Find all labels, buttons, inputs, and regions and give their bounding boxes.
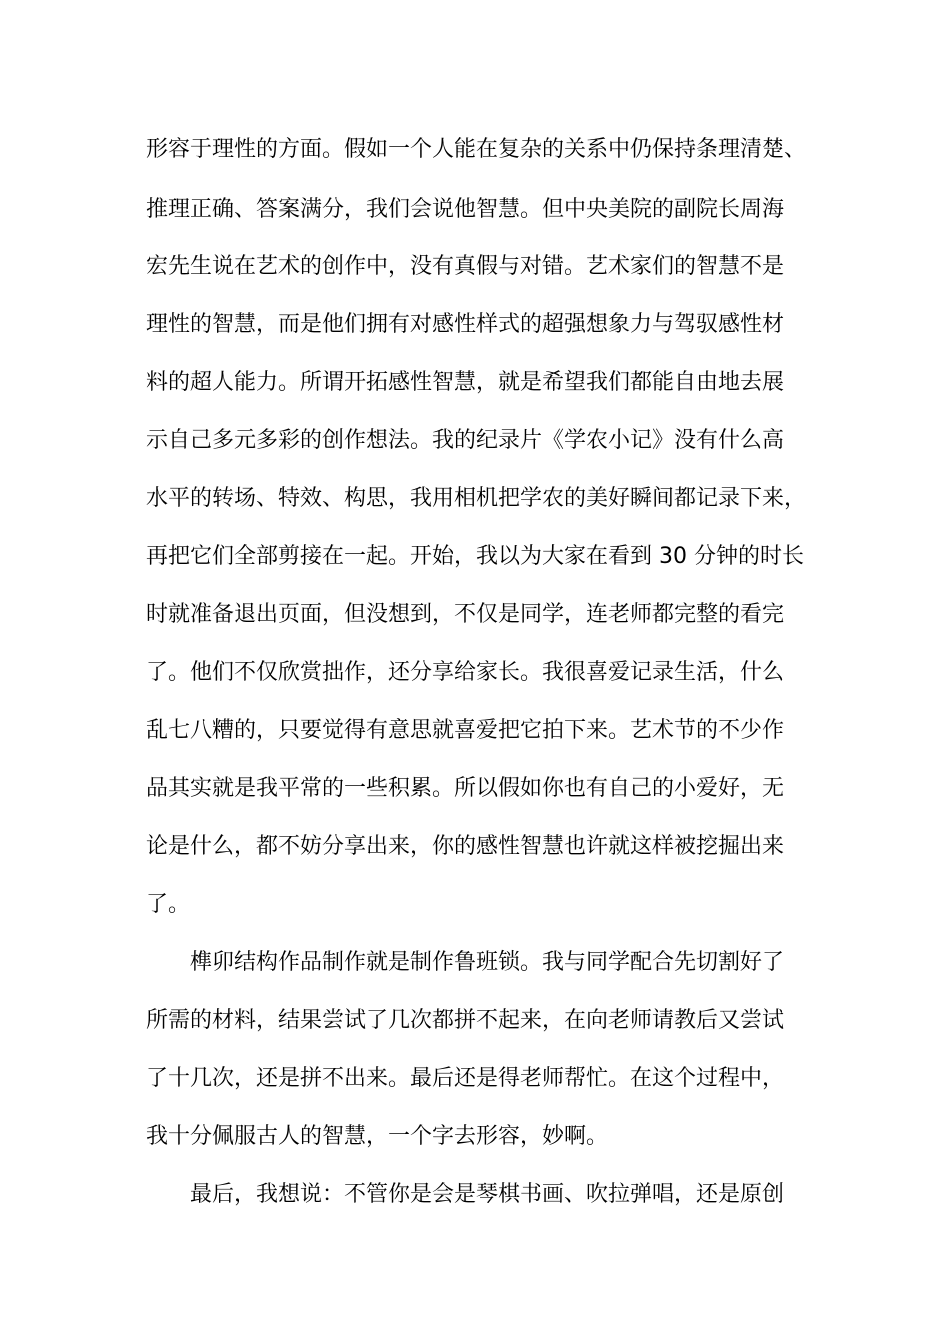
paragraph-1-line-8: 再把它们全部剪接在一起。开始，我以为大家在看到 30 分钟的时长 [146, 544, 804, 569]
paragraph-1-line-2: 推理正确、答案满分，我们会说他智慧。但中央美院的副院长周海 [146, 197, 785, 222]
paragraph-1-line-9: 时就准备退出页面，但没想到，不仅是同学，连老师都完整的看完 [146, 602, 785, 627]
paragraph-2-line-4: 我十分佩服古人的智慧，一个字去形容，妙啊。 [146, 1124, 609, 1149]
paragraph-1-line-11: 乱七八糟的，只要觉得有意思就喜爱把它拍下来。艺术节的不少作 [146, 718, 785, 743]
paragraph-2-line-2: 所需的材料，结果尝试了几次都拼不起来，在向老师请教后又尝试 [146, 1008, 785, 1033]
paragraph-1-line-14: 了。 [146, 892, 191, 917]
paragraph-1-line-4: 理性的智慧，而是他们拥有对感性样式的超强想象力与驾驭感性材 [146, 312, 785, 337]
paragraph-1-line-12: 品其实就是我平常的一些积累。所以假如你也有自己的小爱好，无 [146, 776, 785, 801]
paragraph-1-line-3: 宏先生说在艺术的创作中，没有真假与对错。艺术家们的智慧不是 [146, 254, 785, 279]
paragraph-2-line-3: 了十几次，还是拼不出来。最后还是得老师帮忙。在这个过程中， [146, 1066, 785, 1091]
paragraph-3-line-1: 最后，我想说：不管你是会是琴棋书画、吹拉弹唱，还是原创 [190, 1182, 785, 1207]
paragraph-2-line-1: 榫卯结构作品制作就是制作鲁班锁。我与同学配合先切割好了 [190, 950, 785, 975]
paragraph-1-line-10: 了。他们不仅欣赏拙作，还分享给家长。我很喜爱记录生活，什么 [146, 660, 785, 685]
paragraph-1-line-1: 形容于理性的方面。假如一个人能在复杂的关系中仍保持条理清楚、 [146, 137, 807, 162]
paragraph-1-line-7: 水平的转场、特效、构思，我用相机把学农的美好瞬间都记录下来， [146, 486, 807, 511]
paragraph-1-line-13: 论是什么，都不妨分享出来，你的感性智慧也许就这样被挖掘出来 [146, 834, 785, 859]
paragraph-1-line-5: 料的超人能力。所谓开拓感性智慧，就是希望我们都能自由地去展 [146, 370, 785, 395]
paragraph-1-line-6: 示自己多元多彩的创作想法。我的纪录片《学农小记》没有什么高 [146, 428, 785, 453]
